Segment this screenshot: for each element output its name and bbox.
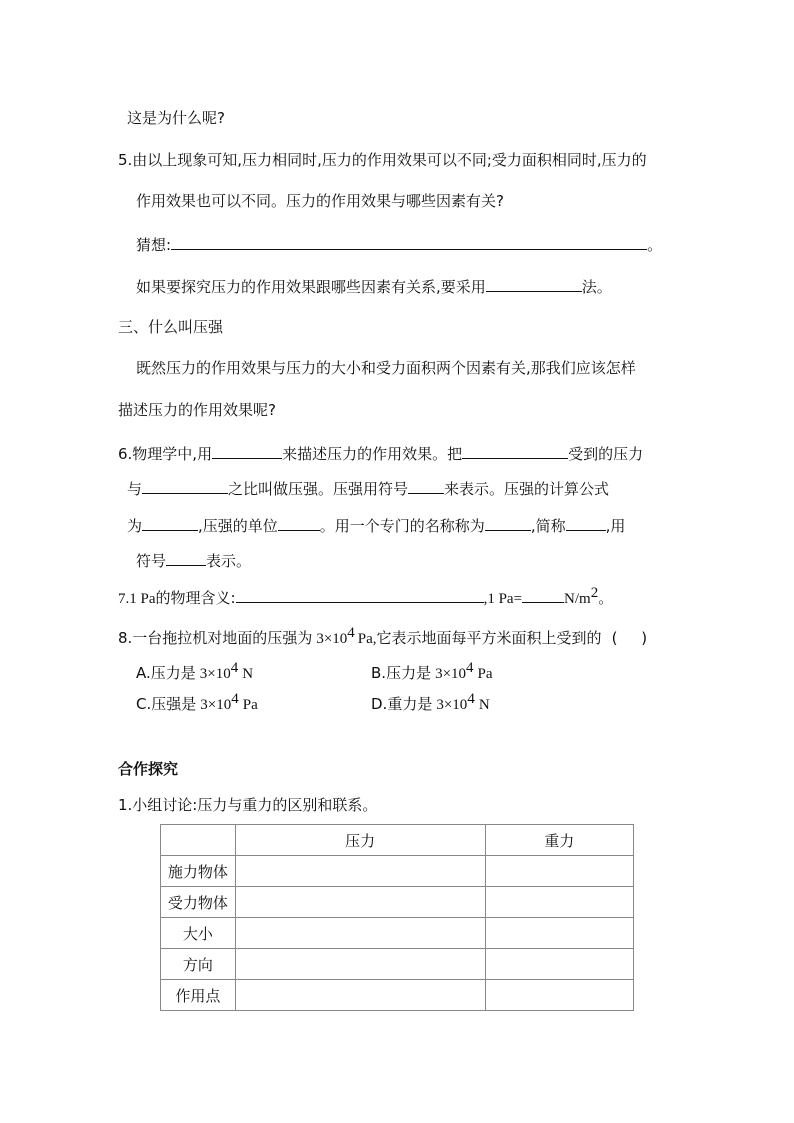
answer-cell[interactable]: [235, 887, 485, 918]
q8-answer-paren[interactable]: ( ): [611, 629, 648, 647]
q7-text-b: 的物理含义:: [155, 589, 236, 607]
table-row: [161, 980, 634, 1011]
cooperation-question-1: 1.小组讨论:压力与重力的区别和联系。: [118, 796, 378, 814]
q6-text-c4: ,简称: [530, 517, 566, 535]
method-text: 如果要探究压力的作用效果跟哪些因素有关系,要采用: [136, 278, 486, 296]
question-5-line-1: 5.由以上现象可知,压力相同时,压力的作用效果可以不同;受力面积相同时,压力的: [118, 151, 647, 169]
q6-blank-2[interactable]: [462, 442, 568, 459]
q6-text-c5: ,用: [605, 517, 626, 535]
q6-text-d2: 表示。: [206, 552, 252, 570]
table-header-cell: [161, 825, 236, 856]
q8-exponent: 4: [347, 625, 355, 641]
section-3-heading: 三、什么叫压强: [118, 318, 224, 336]
q7-end: 。: [598, 589, 614, 607]
answer-cell[interactable]: [235, 918, 485, 949]
q6-text-b2: 之比叫做压强。压强用符号: [228, 480, 409, 498]
guess-label: 猜想:: [136, 236, 172, 254]
q6-blank-7[interactable]: [485, 514, 531, 531]
answer-cell[interactable]: [485, 856, 633, 887]
table-header-cell: 压力: [235, 825, 485, 856]
q6-text-b1: 与: [127, 480, 143, 498]
q8-text-a: 8.一台拖拉机对地面的压强为: [118, 629, 313, 647]
q8-unit: Pa,: [357, 631, 377, 647]
q6-text-a2: 来描述压力的作用效果。把: [282, 445, 463, 463]
line-why: 这是为什么呢?: [127, 109, 225, 127]
table-header-row: [161, 825, 634, 856]
option-letter: C.: [136, 695, 152, 713]
q7-blank-1[interactable]: [236, 586, 484, 603]
q8-text-b: 它表示地面每平方米面积上受到的: [376, 629, 602, 647]
q7-blank-2[interactable]: [522, 586, 564, 603]
q6-text-a3: 受到的压力: [568, 445, 644, 463]
option-number: 3×10: [200, 697, 232, 713]
answer-cell[interactable]: [485, 887, 633, 918]
answer-cell[interactable]: [485, 980, 633, 1011]
table-row: [161, 887, 634, 918]
q7-unit: N/m: [564, 591, 591, 607]
option-exponent: 4: [467, 691, 475, 707]
row-label: 作用点: [161, 980, 236, 1011]
method-line: [136, 275, 612, 297]
question-6-line-2: [127, 477, 609, 499]
method-blank[interactable]: [486, 275, 582, 292]
method-end: 法。: [581, 278, 612, 296]
q6-blank-5[interactable]: [142, 514, 198, 531]
option-text: 重力是: [387, 695, 433, 713]
answer-cell[interactable]: [235, 856, 485, 887]
option-number: 3×10: [436, 697, 468, 713]
option-unit: Pa: [242, 697, 258, 713]
question-6-line-1: [118, 442, 643, 464]
q6-blank-8[interactable]: [566, 514, 606, 531]
table-header-cell: 重力: [485, 825, 633, 856]
option-b[interactable]: [371, 660, 493, 684]
q7-text-a: 7.1 Pa: [118, 591, 156, 607]
guess-blank[interactable]: [171, 233, 647, 250]
option-letter: B.: [371, 664, 387, 682]
table-row: [161, 856, 634, 887]
question-5-line-2: 作用效果也可以不同。压力的作用效果与哪些因素有关?: [136, 192, 504, 210]
q6-blank-9[interactable]: [166, 549, 206, 566]
answer-cell[interactable]: [235, 980, 485, 1011]
q7-text-c: ,1 Pa=: [483, 591, 523, 607]
comparison-table: [160, 824, 634, 1011]
question-8-line: [118, 625, 648, 649]
q6-blank-4[interactable]: [408, 477, 444, 494]
q6-text-c1: 为: [127, 517, 143, 535]
q6-text-c2: ,压强的单位: [198, 517, 278, 535]
row-label: 施力物体: [161, 856, 236, 887]
option-number: 3×10: [199, 666, 231, 682]
option-number: 3×10: [435, 666, 467, 682]
option-text: 压力是: [386, 664, 432, 682]
row-label: 方向: [161, 949, 236, 980]
answer-cell[interactable]: [235, 949, 485, 980]
option-unit: N: [478, 697, 490, 713]
table-row: [161, 918, 634, 949]
option-exponent: 4: [231, 691, 239, 707]
question-6-line-4: [136, 549, 251, 571]
answer-cell[interactable]: [485, 949, 633, 980]
option-text: 压强是: [151, 695, 197, 713]
intro-line-1: 既然压力的作用效果与压力的大小和受力面积两个因素有关,那我们应该怎样: [136, 359, 636, 377]
guess-end: 。: [647, 236, 663, 254]
question-6-line-3: [127, 514, 625, 536]
option-exponent: 4: [466, 660, 474, 676]
row-label: 大小: [161, 918, 236, 949]
table-row: [161, 949, 634, 980]
question-7-line: [118, 586, 613, 609]
answer-cell[interactable]: [485, 918, 633, 949]
option-text: 压力是: [150, 664, 196, 682]
option-exponent: 4: [230, 660, 239, 676]
q8-number: 3×10: [316, 631, 348, 647]
cooperation-heading: 合作探究: [118, 760, 179, 778]
option-letter: D.: [371, 695, 388, 713]
q7-unit-exponent: 2: [590, 585, 599, 601]
q6-text-a1: 6.物理学中,用: [118, 445, 213, 463]
intro-line-2: 描述压力的作用效果呢?: [118, 401, 276, 419]
q6-text-c3: 。用一个专门的名称称为: [319, 517, 485, 535]
option-unit: Pa: [477, 666, 493, 682]
option-a[interactable]: [136, 660, 254, 684]
q6-text-b3: 来表示。压强的计算公式: [444, 480, 610, 498]
option-c[interactable]: [136, 691, 258, 715]
q6-blank-1[interactable]: [212, 442, 282, 459]
q6-text-d1: 符号: [136, 552, 167, 570]
option-d[interactable]: [371, 691, 490, 715]
guess-line: [136, 233, 662, 255]
option-unit: N: [242, 666, 254, 682]
q6-blank-3[interactable]: [142, 477, 228, 494]
q6-blank-6[interactable]: [278, 514, 320, 531]
option-letter: A.: [136, 664, 151, 682]
row-label: 受力物体: [161, 887, 236, 918]
